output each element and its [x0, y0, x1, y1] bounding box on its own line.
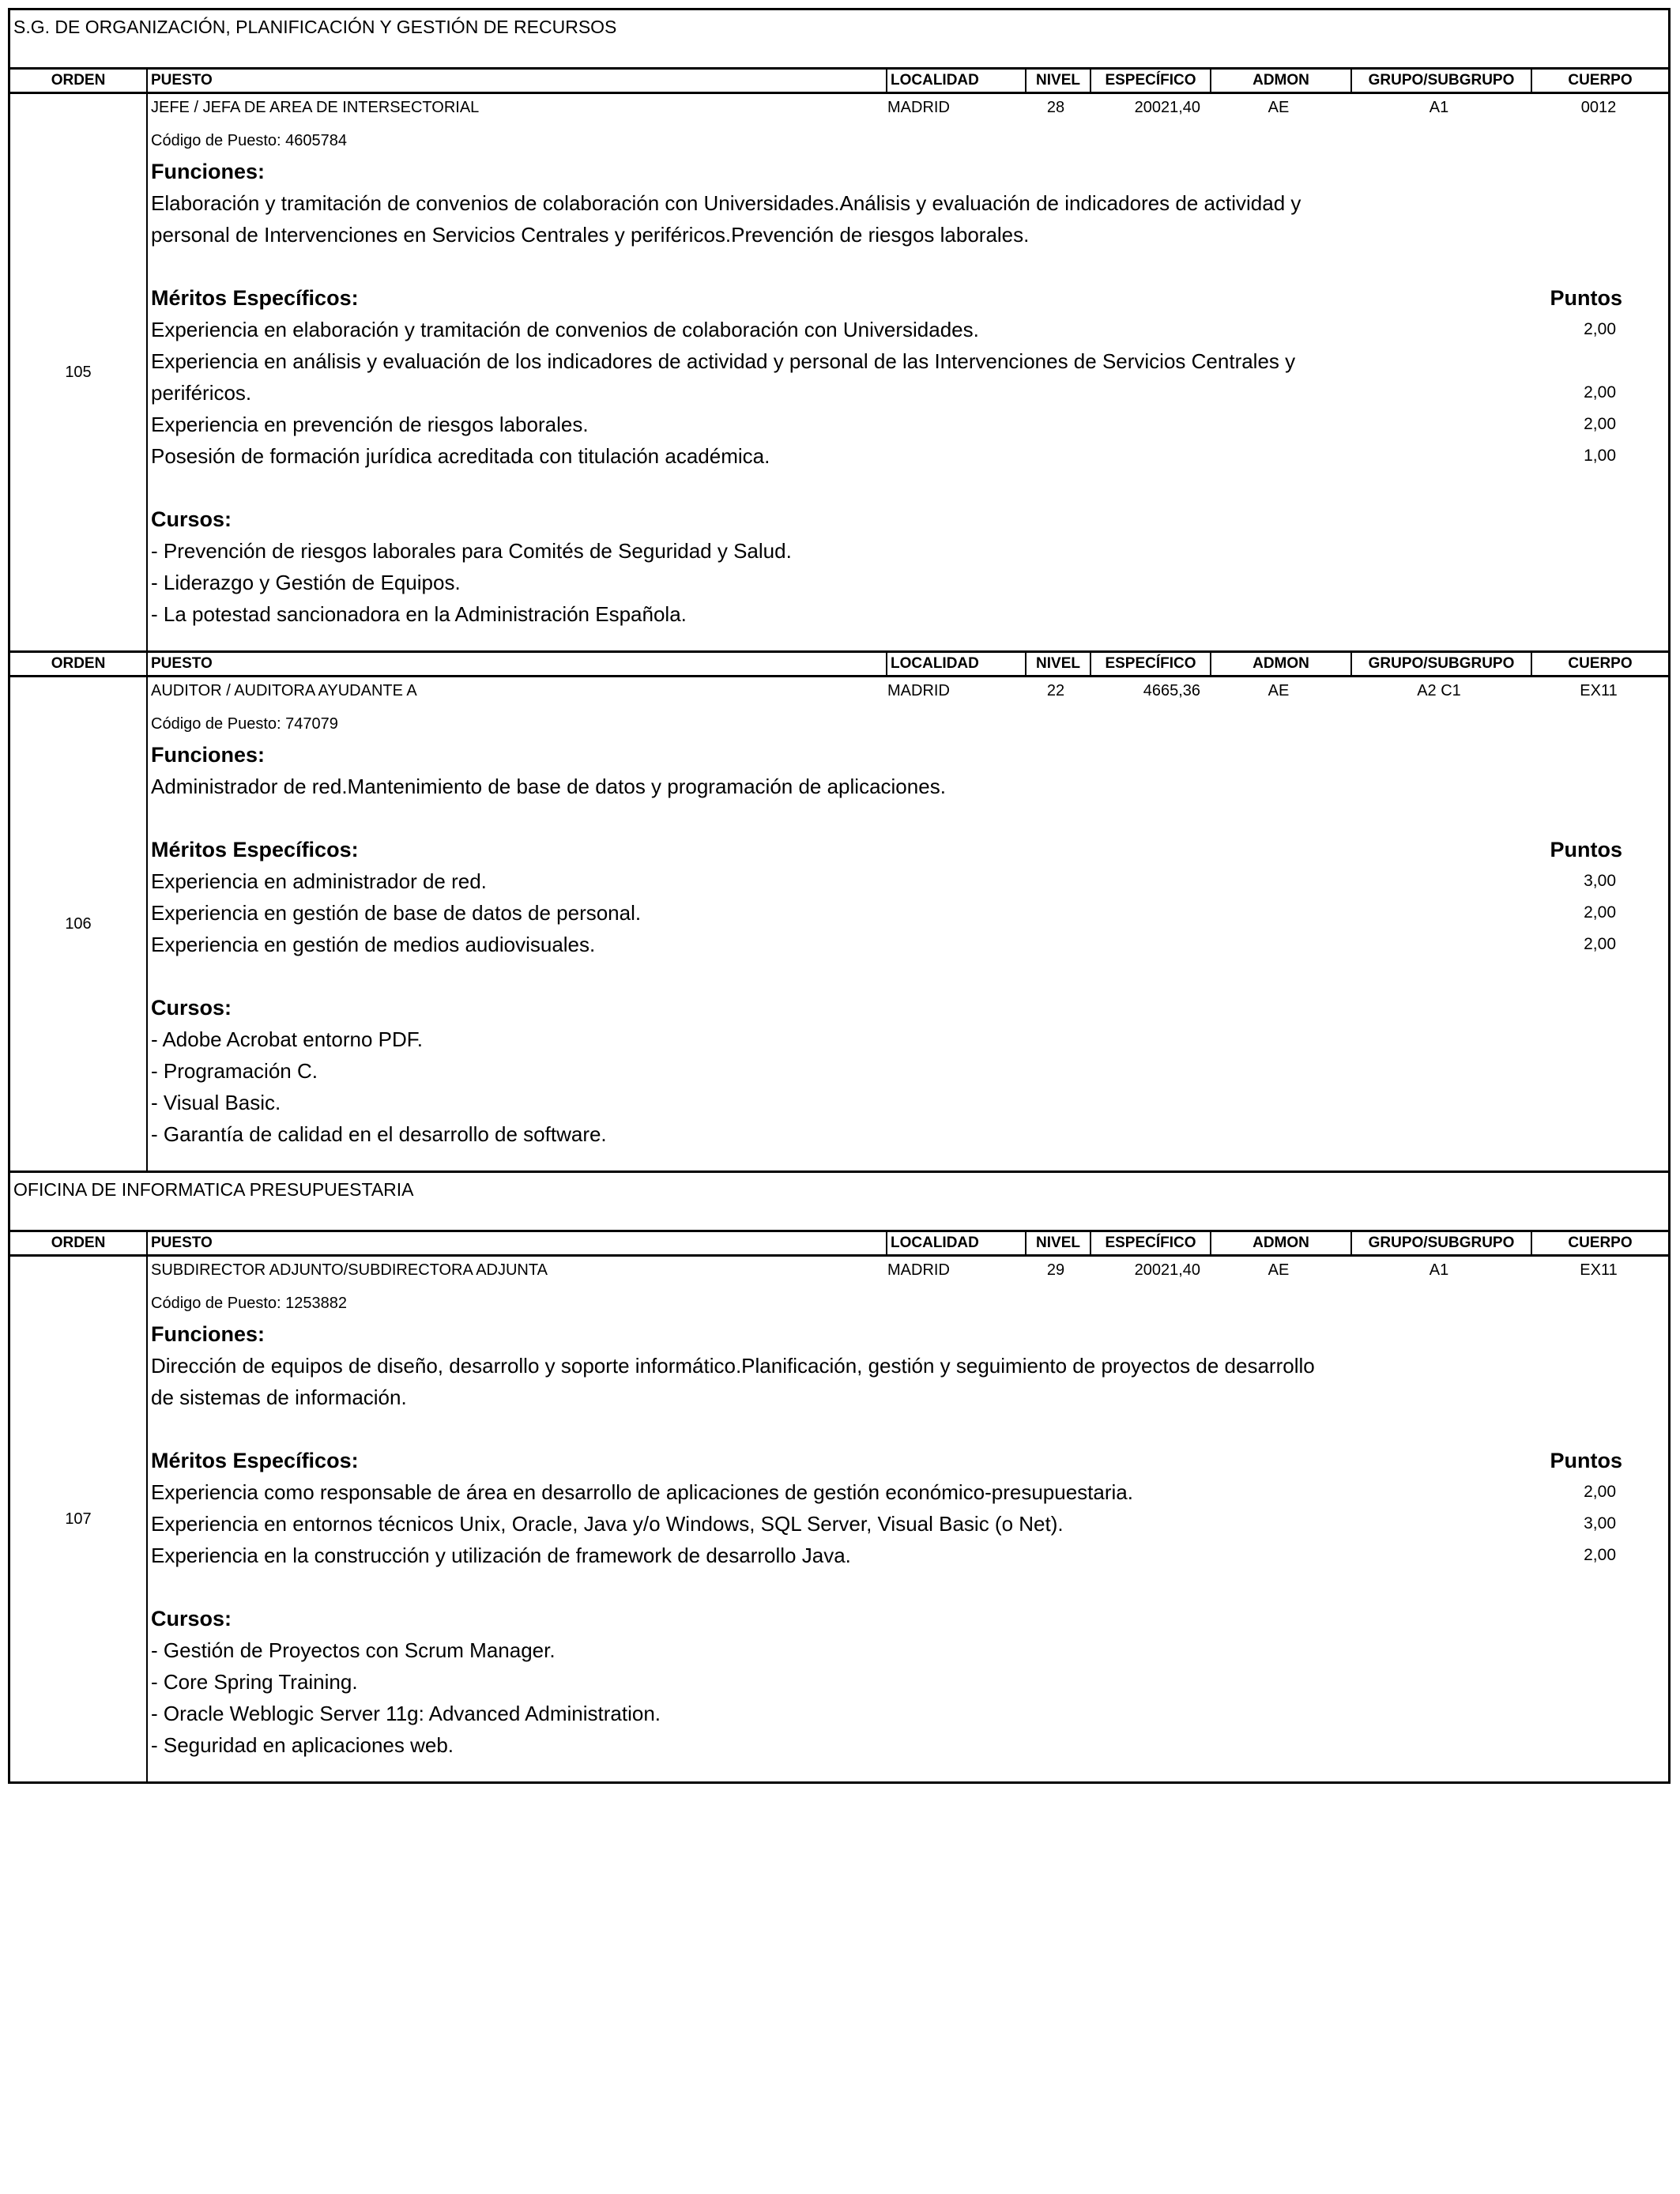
position-puesto: JEFE / JEFA DE AREA DE INTERSECTORIAL: [151, 99, 480, 116]
position-entry: [8, 94, 1671, 650]
curso-item: - Seguridad en aplicaciones web.: [151, 1733, 454, 1757]
position-puesto: SUBDIRECTOR ADJUNTO/SUBDIRECTORA ADJUNTA: [151, 1261, 548, 1279]
spacer: [151, 960, 1668, 992]
merito-row: [151, 1540, 1668, 1571]
meritos-heading-row: [151, 834, 1668, 865]
column-header-admon: ADMON: [1211, 653, 1352, 675]
curso-item: - Core Spring Training.: [151, 1670, 358, 1694]
merito-points: 2,00: [1584, 383, 1616, 401]
spacer: [151, 1761, 1668, 1781]
column-header-localidad: LOCALIDAD: [887, 653, 1026, 675]
merito-points: 2,00: [1584, 1546, 1616, 1564]
merito-text: Experiencia en prevención de riesgos laborales.: [151, 413, 589, 436]
column-header-nivel: NIVEL: [1026, 653, 1091, 675]
curso-item: - Programación C.: [151, 1059, 318, 1083]
merito-points: 2,00: [1584, 903, 1616, 922]
column-header-cuerpo: CUERPO: [1568, 1235, 1633, 1251]
position-grupo: A1: [1429, 99, 1449, 116]
merito-row: [151, 865, 1668, 897]
position-cuerpo: EX11: [1580, 682, 1618, 699]
column-header-especifico: ESPECÍFICO: [1091, 653, 1211, 675]
spacer: [151, 1150, 1668, 1171]
position-cuerpo: 0012: [1580, 99, 1617, 116]
funciones-line: personal de Intervenciones en Servicios Centrales y periféricos.Prevención de riesgos laborales.: [151, 223, 1030, 247]
position-details: [148, 1257, 1668, 1781]
merito-text: Experiencia en entornos técnicos Unix, Oracle, Java y/o Windows, SQL Server, Visual Basic (o Net).: [151, 1512, 1064, 1536]
position-admon: AE: [1268, 1261, 1290, 1279]
funciones-heading: Funciones:: [151, 743, 266, 767]
funciones-heading: Funciones:: [151, 160, 266, 183]
column-header-especifico: ESPECÍFICO: [1091, 70, 1211, 92]
column-header-row: [8, 67, 1671, 94]
merito-points: 2,00: [1584, 320, 1616, 338]
column-header-localidad: LOCALIDAD: [887, 1232, 1026, 1254]
column-header-nivel: NIVEL: [1026, 1232, 1091, 1254]
column-header-orden: ORDEN: [10, 70, 148, 92]
document: [8, 8, 1671, 1784]
column-header-especifico: ESPECÍFICO: [1091, 1232, 1211, 1254]
merito-row: [151, 409, 1668, 440]
column-header-nivel: NIVEL: [1026, 70, 1091, 92]
spacer: [151, 1571, 1668, 1603]
merito-points: 3,00: [1584, 872, 1616, 890]
merito-text: Experiencia en gestión de medios audiovisuales.: [151, 933, 596, 956]
position-localidad: MADRID: [887, 1261, 950, 1279]
position-summary-row: [151, 1257, 1668, 1288]
funciones-line: Dirección de equipos de diseño, desarrollo y soporte informático.Planificación, gestión y seguimiento de proyectos de desarrollo: [151, 1354, 1315, 1378]
position-code: Código de Puesto: 1253882: [151, 1295, 347, 1312]
position-code: Código de Puesto: 4605784: [151, 132, 347, 149]
merito-points: 2,00: [1584, 935, 1616, 953]
funciones-line: de sistemas de información.: [151, 1385, 407, 1409]
position-localidad: MADRID: [887, 99, 950, 116]
curso-item: - Gestión de Proyectos con Scrum Manager.: [151, 1638, 556, 1662]
meritos-heading-row: [151, 1445, 1668, 1476]
spacer: [151, 1413, 1668, 1445]
merito-points: 2,00: [1584, 415, 1616, 433]
column-header-orden: ORDEN: [10, 653, 148, 675]
position-entry: [8, 677, 1671, 1171]
column-header-localidad: LOCALIDAD: [887, 70, 1026, 92]
column-header-row: [8, 650, 1671, 677]
position-especifico: 4665,36: [1143, 682, 1200, 699]
merito-row: [151, 929, 1668, 960]
column-header-grupo: GRUPO/SUBGRUPO: [1352, 653, 1532, 675]
column-header-admon: ADMON: [1211, 70, 1352, 92]
merito-points: 3,00: [1584, 1514, 1616, 1532]
spacer: [151, 802, 1668, 834]
meritos-heading: Méritos Específicos:: [151, 838, 359, 861]
meritos-heading: Méritos Específicos:: [151, 286, 359, 310]
merito-text: Experiencia como responsable de área en desarrollo de aplicaciones de gestión económico-presupuestaria.: [151, 1480, 1133, 1504]
curso-item: - Garantía de calidad en el desarrollo de software.: [151, 1122, 607, 1146]
position-summary-row: [151, 94, 1668, 126]
position-admon: AE: [1268, 682, 1290, 699]
position-summary-row: [151, 677, 1668, 709]
funciones-line: Elaboración y tramitación de convenios de colaboración con Universidades.Análisis y evaluación de indicadores de actividad y: [151, 191, 1301, 215]
column-header-puesto: PUESTO: [148, 653, 887, 675]
position-cuerpo: EX11: [1580, 1261, 1618, 1279]
cursos-heading: Cursos:: [151, 996, 232, 1020]
merito-text: Experiencia en la construcción y utilización de framework de desarrollo Java.: [151, 1544, 851, 1567]
position-grupo: A1: [1429, 1261, 1449, 1279]
curso-item: - Visual Basic.: [151, 1091, 281, 1114]
section-title: OFICINA DE INFORMATICA PRESUPUESTARIA: [8, 1171, 1671, 1230]
orden-number: 106: [10, 677, 148, 1171]
puntos-heading: Puntos: [1550, 838, 1622, 861]
curso-item: - Adobe Acrobat entorno PDF.: [151, 1027, 423, 1051]
curso-item: - Prevención de riesgos laborales para Comités de Seguridad y Salud.: [151, 539, 792, 563]
spacer: [151, 251, 1668, 282]
merito-text: Experiencia en análisis y evaluación de los indicadores de actividad y personal de las Intervenciones de Servicios Centrales y periféricos.: [151, 349, 1296, 405]
curso-item: - La potestad sancionadora en la Administración Española.: [151, 602, 687, 626]
funciones-line: Administrador de red.Mantenimiento de base de datos y programación de aplicaciones.: [151, 775, 946, 798]
merito-text: Experiencia en elaboración y tramitación de convenios de colaboración con Universidades.: [151, 318, 979, 341]
position-localidad: MADRID: [887, 682, 950, 699]
column-header-puesto: PUESTO: [148, 1232, 887, 1254]
position-grupo: A2 C1: [1417, 682, 1461, 699]
merito-row: [151, 897, 1668, 929]
curso-item: - Oracle Weblogic Server 11g: Advanced Administration.: [151, 1702, 661, 1725]
table-bottom-border: [8, 1781, 1671, 1784]
puntos-heading: Puntos: [1550, 1449, 1622, 1472]
position-details: [148, 677, 1668, 1171]
position-especifico: 20021,40: [1134, 1261, 1200, 1279]
meritos-heading: Méritos Específicos:: [151, 1449, 359, 1472]
merito-row: [151, 314, 1668, 345]
merito-row: [151, 1476, 1668, 1508]
spacer: [151, 472, 1668, 503]
position-puesto: AUDITOR / AUDITORA AYUDANTE A: [151, 682, 417, 699]
column-header-grupo: GRUPO/SUBGRUPO: [1352, 70, 1532, 92]
merito-points: 2,00: [1584, 1483, 1616, 1501]
merito-text: Posesión de formación jurídica acreditada con titulación académica.: [151, 444, 770, 468]
column-header-cuerpo: CUERPO: [1568, 655, 1633, 672]
position-especifico: 20021,40: [1134, 99, 1200, 116]
puntos-heading: Puntos: [1550, 286, 1622, 310]
column-header-puesto: PUESTO: [148, 70, 887, 92]
spacer: [151, 630, 1668, 650]
position-code: Código de Puesto: 747079: [151, 715, 338, 733]
merito-text: Experiencia en gestión de base de datos de personal.: [151, 901, 642, 925]
column-header-row: [8, 1230, 1671, 1257]
orden-number: 105: [10, 94, 148, 650]
position-admon: AE: [1268, 99, 1290, 116]
position-nivel: 22: [1046, 682, 1065, 699]
position-details: [148, 94, 1668, 650]
merito-text: Experiencia en administrador de red.: [151, 869, 487, 893]
merito-row: [151, 1508, 1668, 1540]
position-nivel: 29: [1046, 1261, 1065, 1279]
cursos-heading: Cursos:: [151, 1607, 232, 1630]
position-nivel: 28: [1046, 99, 1065, 116]
merito-row: [151, 440, 1668, 472]
cursos-heading: Cursos:: [151, 507, 232, 531]
position-entry: [8, 1257, 1671, 1781]
column-header-orden: ORDEN: [10, 1232, 148, 1254]
meritos-heading-row: [151, 282, 1668, 314]
curso-item: - Liderazgo y Gestión de Equipos.: [151, 571, 461, 594]
merito-points: 1,00: [1584, 447, 1616, 465]
column-header-admon: ADMON: [1211, 1232, 1352, 1254]
funciones-heading: Funciones:: [151, 1322, 266, 1346]
column-header-cuerpo: CUERPO: [1568, 72, 1633, 89]
merito-row: [151, 345, 1668, 409]
orden-number: 107: [10, 1257, 148, 1781]
column-header-grupo: GRUPO/SUBGRUPO: [1352, 1232, 1532, 1254]
section-title: S.G. DE ORGANIZACIÓN, PLANIFICACIÓN Y GESTIÓN DE RECURSOS: [8, 8, 1671, 67]
